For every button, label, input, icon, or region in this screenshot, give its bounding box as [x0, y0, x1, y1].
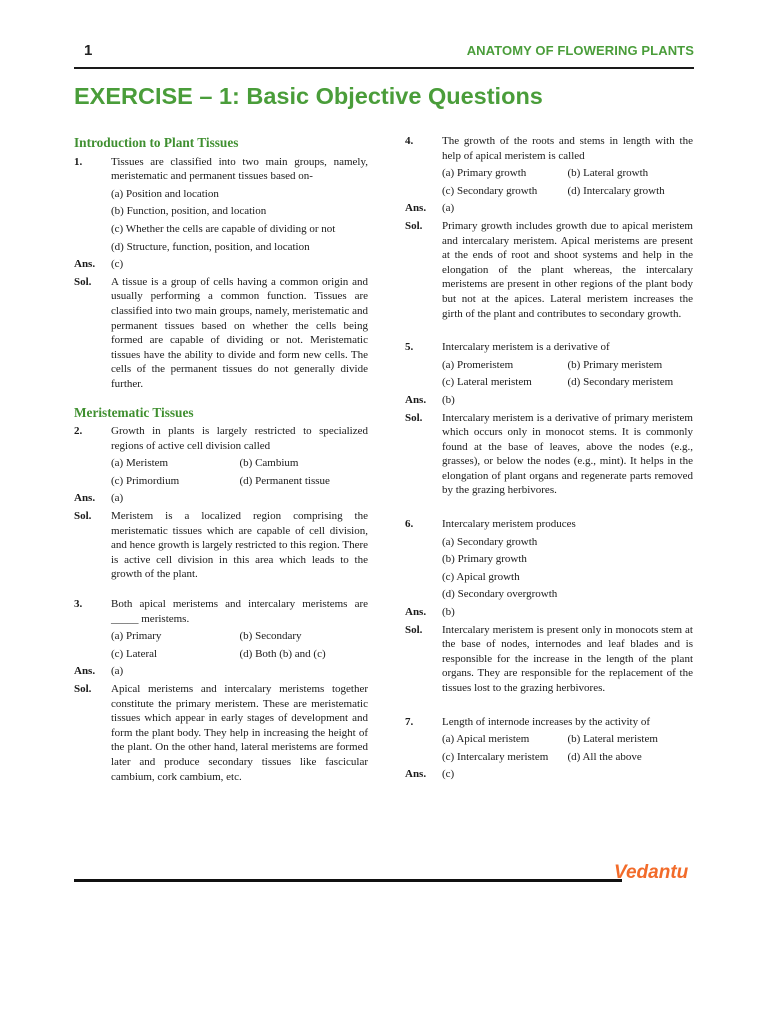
question-number: 1. — [74, 155, 83, 168]
option-b: (b) Secondary — [239, 630, 302, 643]
solution-label: Sol. — [74, 275, 92, 288]
answer-value: (a) — [111, 492, 124, 505]
page-number: 1 — [84, 42, 93, 59]
option-b: (b) Primary meristem — [567, 358, 663, 371]
solution-text: Intercalary meristem is a derivative of primary meristem which occurs only in monocot stems. It is commonly found at the base of leaves, above the nodes (e.g., grasses), or below the nodes (e.g., mint). It helps in the elongation of plant organs and regenerate parts removed by the grazing herbivores. — [442, 411, 693, 497]
option-b: (b) Function, position, and location — [111, 205, 267, 218]
solution-label: Sol. — [405, 623, 423, 636]
option-d: (d) Intercalary growth — [567, 184, 665, 197]
question-number: 3. — [74, 598, 83, 611]
solution-text: Meristem is a localized region comprising the meristematic tissues which are capable of cell division, and hence growth is largely restricted to this region. There is active cell division in this area which leads to the growth of the plant. — [111, 510, 368, 581]
solution-label: Sol. — [405, 411, 423, 424]
right-column — [405, 134, 693, 785]
answer-value: (a) — [111, 665, 124, 678]
answer-value: (c) — [111, 258, 124, 271]
option-c: (c) Secondary growth — [442, 184, 538, 197]
option-c: (c) Lateral meristem — [442, 376, 532, 389]
section-heading-meristematic-tissues: Meristematic Tissues — [74, 404, 194, 420]
brand-logo: Vedantu — [614, 862, 689, 883]
exercise-title: EXERCISE – 1: Basic Objective Questions — [74, 83, 543, 109]
option-d: (d) Structure, function, position, and location — [111, 240, 310, 253]
option-c: (c) Intercalary meristem — [442, 750, 549, 763]
solution-label: Sol. — [74, 683, 92, 695]
question-3 — [74, 597, 368, 784]
option-b: (b) Lateral growth — [567, 167, 649, 180]
question-number: 4. — [405, 135, 414, 147]
option-d: (d) Secondary meristem — [567, 376, 674, 389]
solution-text: A tissue is a group of cells having a common origin and usually performing a common function. Tissues are classified into two main groups, namely, meristematic and permanent tissues based on whether the cells being formed are capable of dividing or not. Meristematic tissues have the ability to divide and form new cells. The cells of the permanent tissues do not generally divide further. — [111, 275, 368, 390]
option-b: (b) Cambium — [239, 457, 299, 470]
question-text: Growth in plants is largely restricted to specialized regions of active cell division called — [111, 425, 368, 452]
question-number: 2. — [74, 425, 83, 438]
question-number: 6. — [405, 518, 414, 531]
answer-label: Ans. — [405, 606, 427, 619]
answer-label: Ans. — [74, 258, 96, 271]
answer-value: (b) — [442, 393, 455, 406]
option-d: (d) Permanent tissue — [239, 474, 330, 487]
option-d: (d) Secondary overgrowth — [442, 588, 558, 601]
option-a: (a) Position and location — [111, 187, 219, 200]
question-5 — [405, 340, 693, 498]
option-a: (a) Meristem — [111, 457, 169, 470]
option-b: (b) Lateral meristem — [567, 733, 658, 746]
option-b: (b) Primary growth — [442, 553, 527, 566]
answer-value: (b) — [442, 606, 455, 619]
option-a: (a) Primary — [111, 630, 162, 643]
question-1 — [74, 155, 368, 392]
header-divider — [74, 67, 694, 69]
left-column — [74, 134, 368, 787]
solution-label: Sol. — [405, 219, 423, 232]
option-c: (c) Lateral — [111, 647, 158, 660]
answer-label: Ans. — [74, 665, 96, 678]
answer-label: Ans. — [405, 393, 427, 406]
option-a: (a) Promeristem — [442, 358, 514, 371]
option-d: (d) All the above — [567, 750, 642, 763]
answer-label: Ans. — [74, 492, 96, 505]
answer-value: (a) — [442, 202, 455, 215]
chapter-title: ANATOMY OF FLOWERING PLANTS — [466, 43, 694, 58]
solution-text: Primary growth includes growth due to apical meristem and intercalary meristem. Apical meristems are present at the ends of root and shoot systems and help in the elongation of the plant whereas, the intercalary meristems are present in other regions of the plant body but not at the apices. Lateral meristem increases the girth of the plant and contributes to secondary growth. — [442, 219, 693, 320]
question-text: Both apical meristems and intercalary meristems are _____ meristems. — [111, 598, 368, 625]
question-text: Intercalary meristem is a derivative of — [442, 341, 610, 354]
option-a: (a) Secondary growth — [442, 535, 538, 548]
option-c: (c) Primordium — [111, 474, 180, 487]
option-a: (a) Primary growth — [442, 167, 527, 180]
section-heading-plant-tissues: Introduction to Plant Tissues — [74, 135, 239, 150]
option-c: (c) Apical growth — [442, 570, 520, 583]
answer-label: Ans. — [405, 768, 427, 781]
solution-label: Sol. — [74, 510, 92, 523]
question-2 — [74, 424, 368, 582]
answer-value: (c) — [442, 768, 455, 781]
answer-label: Ans. — [405, 202, 427, 215]
question-text: The growth of the roots and stems in length with the help of apical meristem is called — [442, 135, 693, 162]
question-7 — [405, 715, 693, 782]
solution-text: Intercalary meristem is present only in monocots stem at the base of nodes, internodes and leaf blades and is responsible for the increase in the length of the plant organs. They are responsible for the replacement of the tissues lost to the grazing herbivores. — [442, 623, 693, 694]
footer-divider — [74, 879, 622, 882]
question-6 — [405, 517, 693, 696]
question-number: 5. — [405, 341, 414, 354]
question-text: Tissues are classified into two main groups, namely, meristematic and permanent tissues based on- — [111, 155, 368, 183]
question-text: Length of internode increases by the activity of — [442, 715, 651, 728]
option-c: (c) Whether the cells are capable of dividing or not — [111, 222, 336, 235]
question-text: Intercalary meristem produces — [442, 518, 576, 531]
question-4 — [405, 134, 693, 321]
option-d: (d) Both (b) and (c) — [239, 647, 326, 660]
option-a: (a) Apical meristem — [442, 733, 530, 746]
question-number: 7. — [405, 715, 414, 728]
solution-text: Apical meristems and intercalary meristems together constitute the primary meristem. These are meristematic tissues which appear in early stages of development and form the plant body. They help in increasing the height of the plant. On the other hand, lateral meristems are formed later and produce secondary tissues like fascicular cambium, cork cambium, etc. — [111, 683, 368, 783]
